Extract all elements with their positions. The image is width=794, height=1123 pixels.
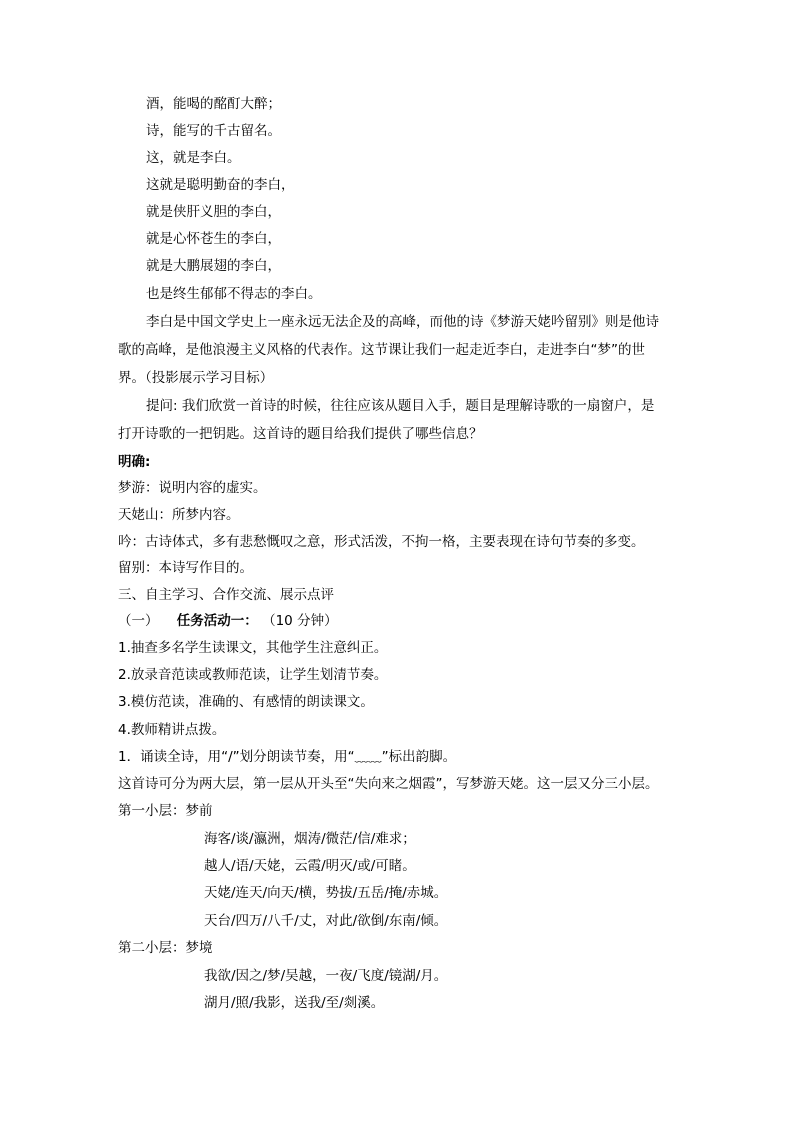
verse-line: 湖月/照/我影，送我/至/剡溪。: [204, 995, 385, 1011]
answer-item: 留别：本诗写作目的。: [118, 560, 253, 576]
answer-heading: 明确:: [118, 454, 151, 470]
task-prefix: （一）: [118, 613, 159, 629]
verse-line: 我欲/因之/梦/吴越，一夜/飞度/镜湖/月。: [204, 968, 448, 984]
intro-paragraph-line: 李白是中国文学史上一座永远无法企及的高峰，而他的诗《梦游天姥吟留别》则是他诗: [146, 314, 659, 330]
verse-line: 越人/语/天姥，云霞/明灭/或/可睹。: [204, 858, 416, 874]
task-title: 任务活动一：: [176, 613, 258, 629]
layer-title: 第一小层：梦前: [118, 803, 213, 819]
verse-line: 海客/谈/瀛洲，烟涛/微茫/信/难求；: [204, 831, 416, 847]
intro-paragraph-line: 界。（投影展示学习目标）: [118, 370, 274, 386]
layer-title: 第二小层：梦境: [118, 940, 213, 956]
task-heading: [118, 611, 338, 631]
poem-line: 这就是聪明勤奋的李白，: [146, 177, 295, 193]
step-item: 4.教师精讲点拨。: [118, 722, 226, 738]
step-item: 2.放录音范读或教师范读，让学生划清节奏。: [118, 667, 388, 683]
recite-instruction: 1．诵读全诗，用“/”划分朗读节奏，用“﹏﹏”标出韵脚。: [118, 749, 457, 765]
answer-item: 梦游：说明内容的虚实。: [118, 480, 267, 496]
section-heading: 三、自主学习、合作交流、展示点评: [118, 587, 334, 603]
question-paragraph-line: 打开诗歌的一把钥匙。这首诗的题目给我们提供了哪些信息？: [118, 426, 483, 442]
verse-line: 天台/四万/八千/丈，对此/欲倒/东南/倾。: [204, 913, 448, 929]
poem-line: 这，就是李白。: [146, 150, 241, 166]
structure-description: 这首诗可分为两大层，第一层从开头至“失向来之烟霞”，写梦游天姥。这一层又分三小层。: [118, 776, 659, 792]
poem-line: 就是侠肝义胆的李白，: [146, 204, 281, 220]
question-paragraph-line: 提问: 我们欣赏一首诗的时候，往往应该从题目入手，题目是理解诗歌的一扇窗户，是: [146, 398, 655, 414]
poem-line: 也是终生郁郁不得志的李白。: [146, 286, 322, 302]
poem-line: 酒，能喝的酩酊大醉；: [146, 96, 281, 112]
answer-item: 天姥山：所梦内容。: [118, 507, 240, 523]
answer-item: 吟：古诗体式，多有悲愁慨叹之意，形式活泼，不拘一格，主要表现在诗句节奏的多变。: [118, 534, 645, 550]
step-item: 1.抽查多名学生读课文，其他学生注意纠正。: [118, 640, 388, 656]
step-item: 3.模仿范读，准确的、有感情的朗读课文。: [118, 694, 374, 710]
poem-line: 就是大鹏展翅的李白，: [146, 258, 281, 274]
task-time: （10 分钟）: [262, 613, 338, 629]
verse-line: 天姥/连天/向天/横，势拔/五岳/掩/赤城。: [204, 885, 448, 901]
poem-line: 诗，能写的千古留名。: [146, 123, 281, 139]
intro-paragraph-line: 歌的高峰，是他浪漫主义风格的代表作。这节课让我们一起走近李白，走进李白“梦”的世: [118, 342, 645, 358]
poem-line: 就是心怀苍生的李白，: [146, 231, 281, 247]
